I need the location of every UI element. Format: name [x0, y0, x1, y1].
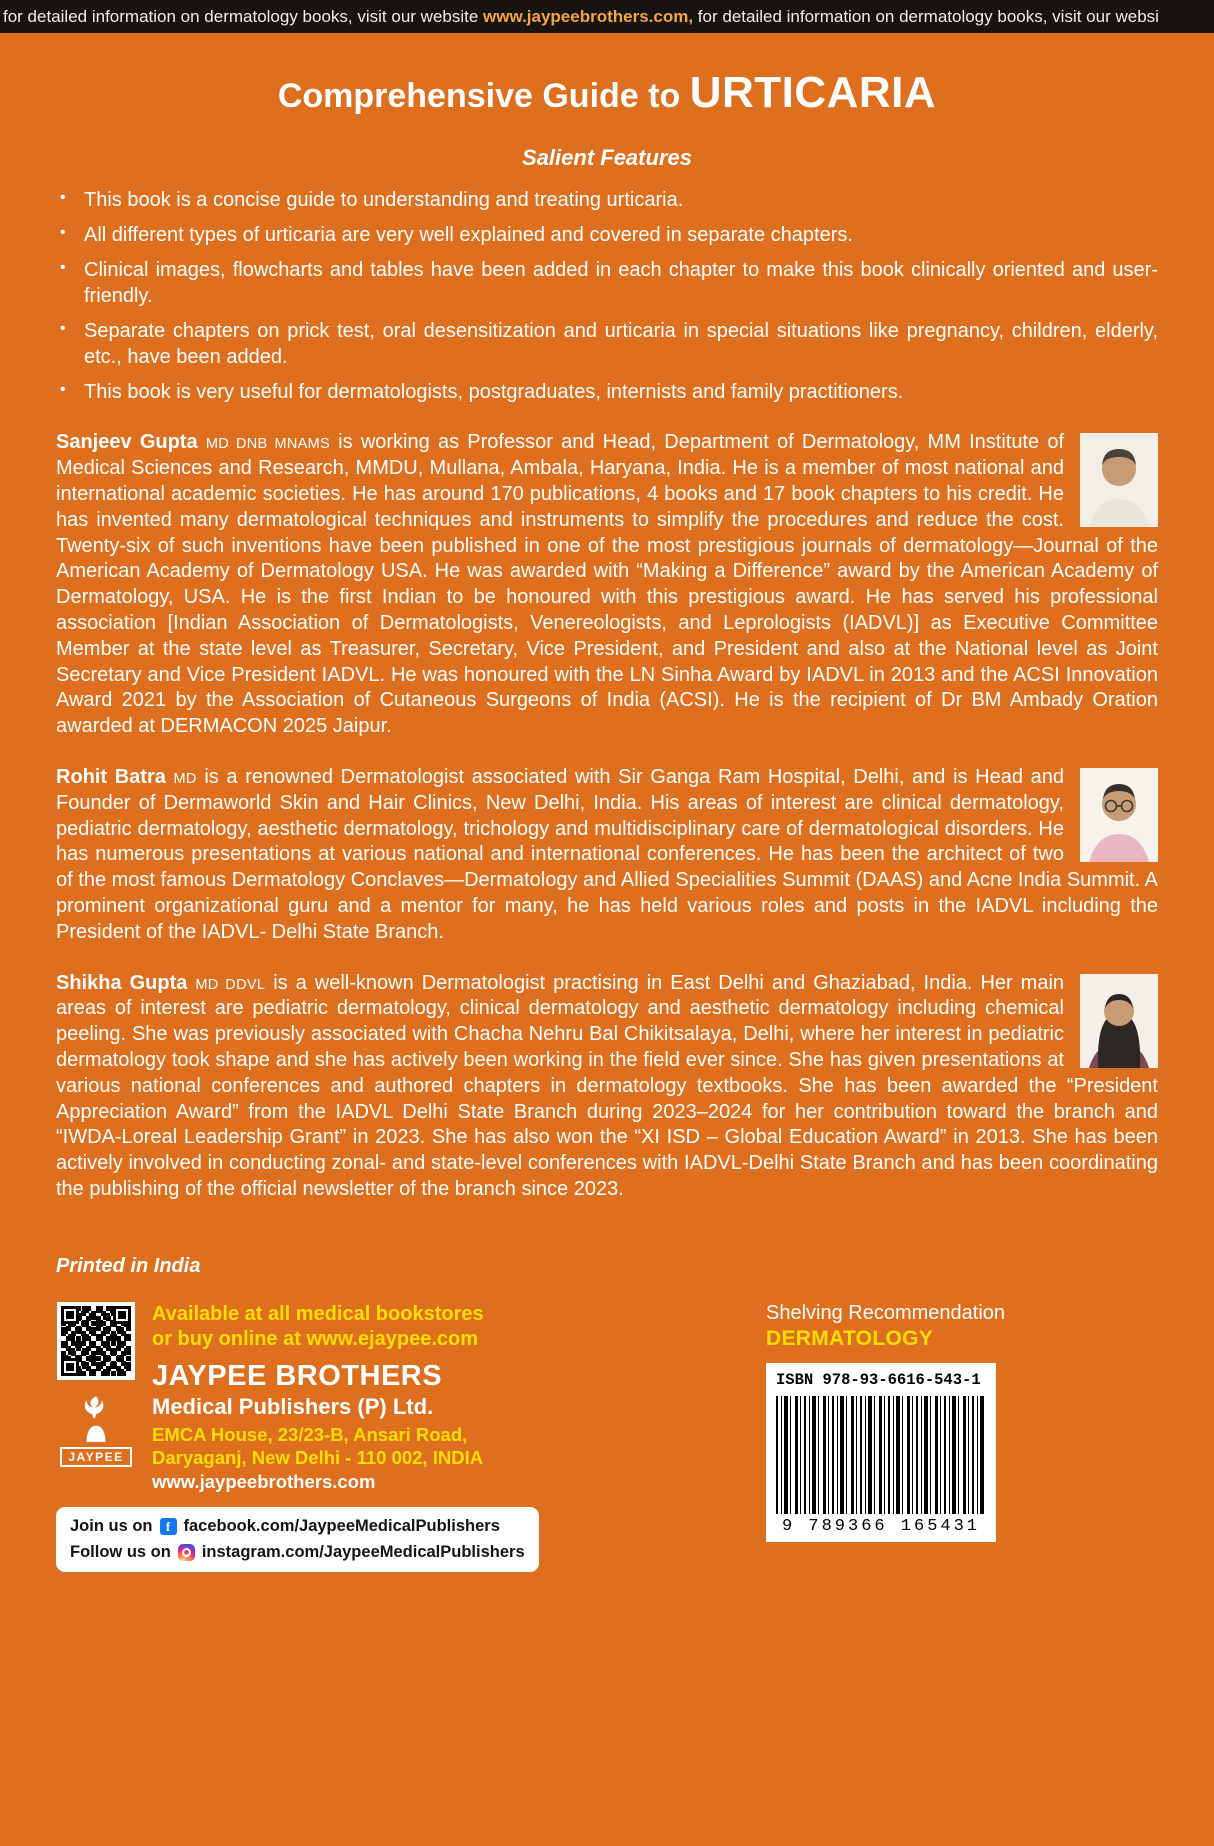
barcode-bars — [776, 1396, 986, 1514]
author-name: Shikha Gupta — [56, 971, 188, 994]
publisher-block — [56, 1302, 616, 1572]
printed-in-india-note: Printed in India — [56, 1254, 201, 1277]
top-banner-text: for detailed information on dermatology books, visit our website www.jaypeebrothers.com, for detailed information on dermatology books, visit our websi — [3, 7, 1159, 26]
book-title-prefix: Comprehensive Guide to — [277, 77, 690, 115]
top-banner — [0, 0, 1214, 33]
author-bio-text: is working as Professor and Head, Department of Dermatology, MM Institute of Medical Sciences and Research, MMDU, Mullana, Ambala, Haryana, India. He is a member of most national and international academic societies. He has around 170 publications, 4 books and 17 book chapters to his credit. He has invented many dermatological techniques and instruments to simplify the procedures and reduce the cost. Twenty-six of such inventions have been published in one of the most prestigious journals of dermatology—Journal of the American Academy of Dermatology USA. He was awarded with “Making a Difference” award by the American Academy of Dermatology, USA. He is the first Indian to be honoured with this prestigious award. He has served his professional association [Indian Association of Dermatologists, Venereologists, and Leprologists (IADVL)] as Executive Committee Member at the state level as Treasurer, Secretary, Vice President, and President and also at the National level as Joint Secretary and Vice President IADVL. He was honoured with the LN Sinha Award by IADVL in 2013 and the ACSI Innovation Award 2021 by the Association of Cutaneous Surgeons of India (ACSI). He is the recipient of Dr BM Ambady Oration awarded at DERMACON 2025 Jaipur. — [56, 431, 1158, 738]
author-credentials: MD — [173, 770, 197, 787]
salient-features-list — [56, 187, 1158, 405]
qr-finder-pattern — [61, 1358, 79, 1376]
feature-item: • All different types of urticaria are very well explained and covered in separate chapters. — [56, 222, 1158, 248]
instagram-icon — [178, 1544, 195, 1561]
jaypee-torchbearer-icon — [75, 1394, 117, 1444]
salient-features-heading: Salient Features — [522, 145, 692, 171]
publisher-name: JAYPEE BROTHERS — [152, 1359, 443, 1392]
cover-content — [0, 69, 1214, 1572]
author-credentials: MD DDVL — [195, 976, 266, 993]
shelving-recommendation-label: Shelving Recommendation — [766, 1301, 1006, 1324]
instagram-row — [70, 1540, 525, 1566]
jaypee-logo-label: JAYPEE — [60, 1447, 131, 1467]
female-portrait-icon — [1080, 974, 1158, 1068]
qr-code — [57, 1302, 135, 1380]
top-banner-website-link: www.jaypeebrothers.com, — [483, 7, 694, 26]
author-name: Rohit Batra — [56, 765, 166, 788]
publisher-website: www.jaypeebrothers.com — [152, 1470, 376, 1492]
author-name: Sanjeev Gupta — [56, 431, 198, 454]
author-bio-text: is a renowned Dermatologist associated with Sir Ganga Ram Hospital, Delhi, and is Head and Founder of Dermaworld Skin and Hair Clinics, New Delhi, India. His areas of interest are clinical dermatology, pediatric dermatology, aesthetic dermatology, trichology and multidisciplinary care of dermatological disorders. He has numerous presentations at various national and international conferences. He has been the architect of two of the most famous Dermatology Conclaves—Dermatology and Allied Specialities Summit (DAAS) and Acne India Summit. A prominent organizational guru and a mentor for many, he has held various roles and posts in the IADVL including the President of the IADVL- Delhi State Branch. — [56, 765, 1158, 943]
feature-item: • Clinical images, flowcharts and tables have been added in each chapter to make this book clinically oriented and user-friendly. — [56, 257, 1158, 309]
publisher-address: EMCA House, 23/23-B, Ansari Road, Daryaganj, New Delhi - 110 002, INDIA — [152, 1423, 484, 1468]
author-photo-rohit-batra — [1080, 768, 1158, 862]
availability-note: Available at all medical bookstores or buy online at www.ejaypee.com — [152, 1302, 484, 1350]
author-photo-shikha-gupta — [1080, 974, 1158, 1068]
feature-item: • This book is a concise guide to understanding and treating urticaria. — [56, 187, 1158, 213]
publisher-section — [56, 1302, 1158, 1572]
facebook-row-prefix: Join us on — [70, 1516, 153, 1535]
social-links-box — [56, 1507, 539, 1572]
jaypee-logo — [60, 1394, 131, 1467]
feature-item: • This book is very useful for dermatologists, postgraduates, internists and family practitioners. — [56, 379, 1158, 405]
author-photo-sanjeev-gupta — [1080, 433, 1158, 527]
shelving-category: DERMATOLOGY — [766, 1326, 934, 1350]
facebook-link: facebook.com/JaypeeMedicalPublishers — [183, 1516, 500, 1535]
book-title-main: URTICARIA — [689, 68, 937, 117]
publisher-subtitle: Medical Publishers (P) Ltd. — [152, 1393, 434, 1419]
author-bio-rohit-batra — [56, 765, 1158, 946]
facebook-row — [70, 1514, 525, 1540]
author-credentials: MD DNB MNAMS — [205, 436, 330, 453]
male-portrait-icon — [1080, 768, 1158, 862]
isbn-barcode — [766, 1363, 996, 1542]
male-portrait-icon — [1080, 433, 1158, 527]
instagram-link: instagram.com/JaypeeMedicalPublishers — [201, 1542, 525, 1561]
facebook-icon: f — [160, 1518, 177, 1535]
instagram-row-prefix: Follow us on — [70, 1542, 171, 1561]
qr-finder-pattern — [113, 1306, 131, 1324]
author-bio-sanjeev-gupta — [56, 430, 1158, 740]
qr-finder-pattern — [61, 1306, 79, 1324]
isbn-number: ISBN 978-93-6616-543-1 — [776, 1370, 981, 1389]
author-bio-text: is a well-known Dermatologist practising in East Delhi and Ghaziabad, India. Her main areas of interest are pediatric dermatology, clinical dermatology and aesthetic dermatology including chemical peeling. She was previously associated with Chacha Nehru Bal Chikitsalaya, Delhi, where her interest in pediatric dermatology took shape and she has actively been working in the field ever since. She has given presentations at various national conferences and authored chapters in dermatology textbooks. She has been awarded the “President Appreciation Award” from the IADVL Delhi State Branch during 2023–2024 for her contribution toward the branch and “IWDA-Loreal Leadership Grant” in 2023. She has also won the “XI ISD – Global Education Award” in 2013. She has been actively involved in conducting zonal- and state-level conferences with IADVL-Delhi State Branch and has been coordinating the publishing of the official newsletter of the branch since 2023. — [56, 971, 1158, 1200]
feature-item: • Separate chapters on prick test, oral desensitization and urticaria in special situations like pregnancy, children, elderly, etc., have been added. — [56, 318, 1158, 370]
author-bio-shikha-gupta — [56, 971, 1158, 1203]
barcode-digits: 9 789366 165431 — [781, 1516, 981, 1536]
book-title — [56, 69, 1158, 117]
shelving-and-barcode — [766, 1302, 1006, 1572]
